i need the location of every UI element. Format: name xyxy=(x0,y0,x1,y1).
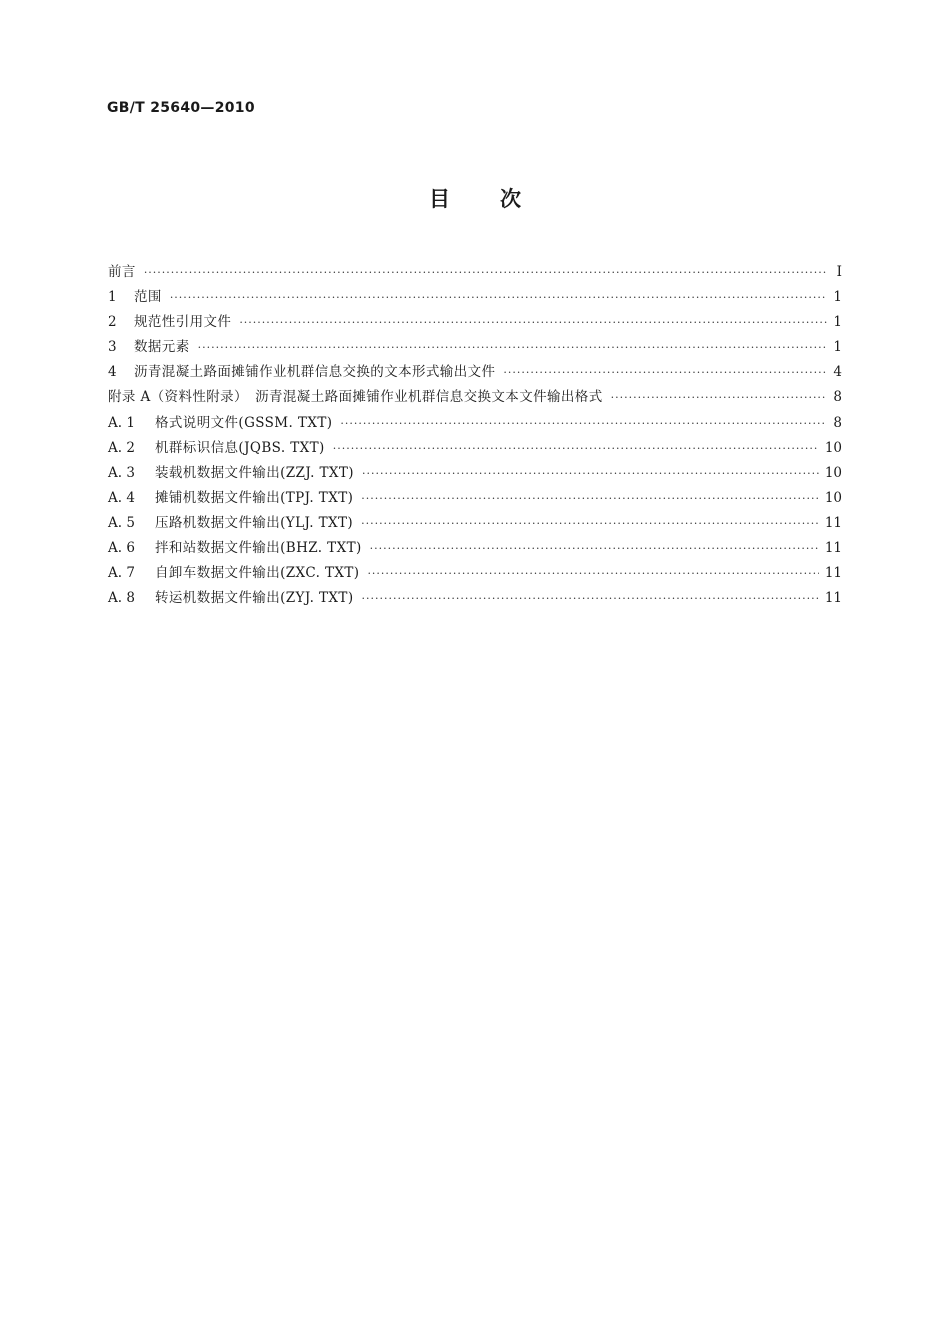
page-title xyxy=(0,183,950,213)
dot-leader xyxy=(333,436,819,461)
toc-page-number: 10 xyxy=(824,489,842,506)
toc-entry-text: 沥青混凝土路面摊铺作业机群信息交换的文本形式输出文件 xyxy=(134,364,496,381)
dot-leader xyxy=(198,335,828,360)
dot-leader xyxy=(367,561,818,586)
dot-leader xyxy=(361,511,819,536)
toc-entry-3[interactable] xyxy=(108,335,842,360)
toc-entry-4[interactable] xyxy=(108,360,842,385)
toc-entry-number: A. 3 xyxy=(108,464,135,481)
toc-page-number: 10 xyxy=(824,439,842,456)
dot-leader xyxy=(611,385,828,410)
toc-entry-appendix-a[interactable] xyxy=(108,385,842,410)
toc-entry-text: 摊铺机数据文件输出(TPJ. TXT) xyxy=(155,489,354,506)
toc-entry-number: A. 2 xyxy=(108,439,135,456)
dot-leader xyxy=(361,486,819,511)
toc-entry-text: 数据元素 xyxy=(134,339,190,356)
toc-page-number: 11 xyxy=(824,590,842,607)
toc-entry-number: 2 xyxy=(108,314,117,331)
toc-page-number: 11 xyxy=(824,514,842,531)
dot-leader xyxy=(239,310,827,335)
toc-entry-number: A. 4 xyxy=(108,489,135,506)
toc-page-number: 11 xyxy=(824,540,842,557)
toc-entry-a6[interactable] xyxy=(108,536,842,561)
dot-leader xyxy=(170,285,828,310)
title-char-2: 次 xyxy=(500,187,521,211)
toc-entry-a1[interactable] xyxy=(108,411,842,436)
dot-leader xyxy=(362,586,819,611)
toc-entry-number: A. 6 xyxy=(108,540,135,557)
toc-entry-2[interactable] xyxy=(108,310,842,335)
toc-entry-text: 拌和站数据文件输出(BHZ. TXT) xyxy=(155,540,362,557)
toc-entry-text: 前言 xyxy=(108,264,136,280)
toc-entry-a3[interactable] xyxy=(108,461,842,486)
toc-entry-text: 格式说明文件(GSSM. TXT) xyxy=(155,414,333,431)
toc-entry-text: 压路机数据文件输出(YLJ. TXT) xyxy=(155,514,354,531)
toc-entry-text: 装载机数据文件输出(ZZJ. TXT) xyxy=(155,464,354,481)
toc-entry-number: 4 xyxy=(108,364,117,381)
toc-page-number: 1 xyxy=(833,314,842,331)
toc-entry-text: 机群标识信息(JQBS. TXT) xyxy=(155,439,325,456)
toc-page-number: 4 xyxy=(833,364,842,381)
toc-page-number: 11 xyxy=(824,565,842,582)
toc-entry-a8[interactable] xyxy=(108,586,842,611)
toc-entry-a4[interactable] xyxy=(108,486,842,511)
toc-entry-a2[interactable] xyxy=(108,436,842,461)
toc-page-number: 8 xyxy=(833,389,842,406)
toc-entry-text: 规范性引用文件 xyxy=(134,314,232,331)
toc-entry-a5[interactable] xyxy=(108,511,842,536)
table-of-contents xyxy=(108,260,842,611)
standard-code: GB/T 25640—2010 xyxy=(107,100,255,116)
toc-page-number: 10 xyxy=(824,464,842,481)
toc-entry-preface[interactable] xyxy=(108,260,842,285)
toc-page-number: Ⅰ xyxy=(836,264,842,280)
dot-leader xyxy=(503,360,827,385)
toc-entry-text: 附录 A（资料性附录） 沥青混凝土路面摊铺作业机群信息交换文本文件输出格式 xyxy=(108,389,603,406)
toc-entry-number: 3 xyxy=(108,339,117,356)
toc-page-number: 1 xyxy=(833,289,842,306)
dot-leader xyxy=(370,536,819,561)
toc-entry-number: A. 5 xyxy=(108,514,135,531)
toc-entry-1[interactable] xyxy=(108,285,842,310)
toc-page-number: 1 xyxy=(833,339,842,356)
title-char-1: 目 xyxy=(429,187,450,211)
toc-entry-number: A. 7 xyxy=(108,565,135,582)
toc-entry-number: A. 8 xyxy=(108,590,135,607)
dot-leader xyxy=(144,260,828,285)
toc-entry-text: 转运机数据文件输出(ZYJ. TXT) xyxy=(155,590,354,607)
toc-entry-number: 1 xyxy=(108,289,117,306)
toc-entry-number: A. 1 xyxy=(108,414,135,431)
toc-entry-text: 范围 xyxy=(134,289,162,306)
dot-leader xyxy=(362,461,819,486)
toc-entry-text: 自卸车数据文件输出(ZXC. TXT) xyxy=(155,565,360,582)
dot-leader xyxy=(340,411,827,436)
toc-entry-a7[interactable] xyxy=(108,561,842,586)
toc-page-number: 8 xyxy=(833,414,842,431)
